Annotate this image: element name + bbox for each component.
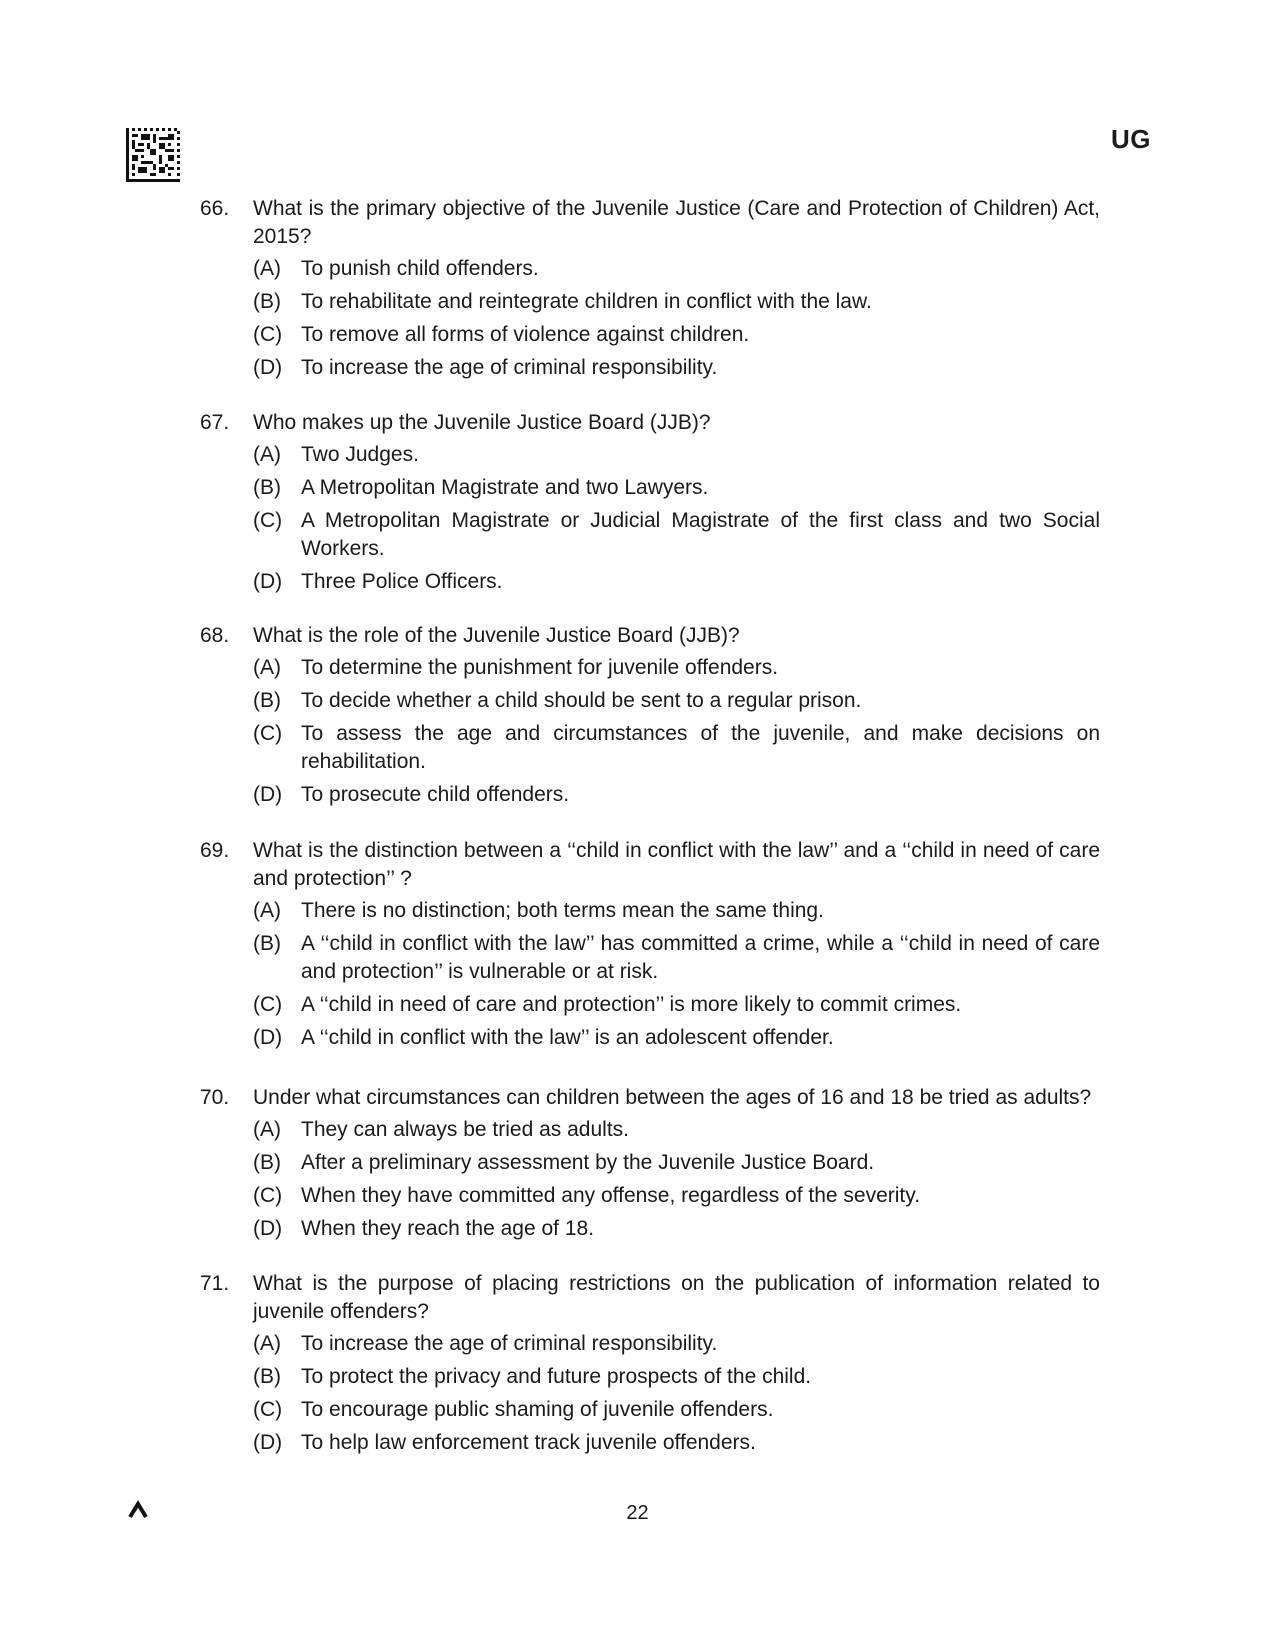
option-label: (C) [253, 722, 283, 745]
option-label: (C) [253, 1398, 283, 1421]
option-text: Two Judges. [301, 443, 419, 466]
option-label: (A) [253, 443, 281, 466]
option-label: (A) [253, 1118, 281, 1141]
question-text: What is the role of the Juvenile Justice Board (JJB)? [253, 624, 740, 647]
option-label: (B) [253, 1151, 281, 1174]
option-label: (B) [253, 1365, 281, 1388]
option-item [253, 568, 1100, 596]
option-item [253, 255, 1100, 283]
option-text: To increase the age of criminal responsibility. [301, 1332, 718, 1355]
option-text: When they have committed any offense, regardless of the severity. [301, 1184, 921, 1207]
option-item [253, 720, 1100, 776]
question-item [200, 195, 1100, 387]
option-text: Three Police Officers. [301, 570, 503, 593]
option-item [253, 1182, 1100, 1210]
option-text: To assess the age and circumstances of the juvenile, and make decisions on rehabilitation. [301, 722, 1100, 773]
option-item [253, 507, 1100, 563]
option-item [253, 991, 1100, 1019]
option-item [253, 1149, 1100, 1177]
option-item [253, 654, 1100, 682]
question-item [200, 1084, 1100, 1248]
option-label: (C) [253, 509, 283, 532]
option-text: To determine the punishment for juvenile offenders. [301, 656, 779, 679]
option-text: A ‘‘child in conflict with the law’’ is an adolescent offender. [301, 1026, 834, 1049]
option-text: After a preliminary assessment by the Juvenile Justice Board. [301, 1151, 875, 1174]
option-text: They can always be tried as adults. [301, 1118, 630, 1141]
option-text: A ‘‘child in need of care and protection’’ is more likely to commit crimes. [301, 993, 962, 1016]
question-item [200, 622, 1100, 814]
option-label: (D) [253, 356, 283, 379]
question-item [200, 1270, 1100, 1462]
option-label: (D) [253, 570, 283, 593]
option-text: To increase the age of criminal responsibility. [301, 356, 718, 379]
option-label: (C) [253, 993, 283, 1016]
option-text: To punish child offenders. [301, 257, 539, 280]
option-item [253, 1396, 1100, 1424]
option-text: To remove all forms of violence against children. [301, 323, 750, 346]
option-item [253, 687, 1100, 715]
option-label: (C) [253, 1184, 283, 1207]
option-label: (A) [253, 656, 281, 679]
question-number: 70. [200, 1086, 230, 1109]
option-text: To protect the privacy and future prospects of the child. [301, 1365, 812, 1388]
page-number: 22 [626, 1502, 649, 1524]
option-item [253, 1330, 1100, 1358]
option-text: There is no distinction; both terms mean the same thing. [301, 899, 824, 922]
option-item [253, 474, 1100, 502]
option-text: To rehabilitate and reintegrate children in conflict with the law. [301, 290, 872, 313]
option-text: To prosecute child offenders. [301, 783, 570, 806]
option-item [253, 781, 1100, 809]
option-label: (C) [253, 323, 283, 346]
option-text: A ‘‘child in conflict with the law’’ has committed a crime, while a ‘‘child in need of care and protection’’ is vulnerable or at risk. [301, 932, 1100, 983]
barcode-image [126, 128, 180, 182]
question-text: Under what circumstances can children between the ages of 16 and 18 be tried as adults? [253, 1086, 1092, 1109]
option-text: When they reach the age of 18. [301, 1217, 595, 1240]
paper-code: UG [1111, 124, 1151, 154]
option-text: A Metropolitan Magistrate and two Lawyers. [301, 476, 709, 499]
option-item [253, 354, 1100, 382]
question-text: What is the purpose of placing restrictions on the publication of information related to juvenile offenders? [253, 1272, 1100, 1323]
question-list [200, 195, 1100, 1462]
option-item [253, 897, 1100, 925]
option-label: (D) [253, 1431, 283, 1454]
question-item [200, 409, 1100, 601]
option-label: (B) [253, 290, 281, 313]
question-number: 66. [200, 197, 230, 220]
option-label: (B) [253, 476, 281, 499]
question-item [200, 837, 1100, 1057]
option-item [253, 1215, 1100, 1243]
question-number: 68. [200, 624, 230, 647]
question-text: What is the distinction between a ‘‘child in conflict with the law’’ and a ‘‘child in need of care and protection’’ ? [253, 839, 1100, 890]
option-item [253, 1363, 1100, 1391]
question-number: 71. [200, 1272, 230, 1295]
option-label: (B) [253, 689, 281, 712]
option-item [253, 930, 1100, 986]
option-label: (D) [253, 1217, 283, 1240]
option-item [253, 1116, 1100, 1144]
option-label: (A) [253, 1332, 281, 1355]
option-text: To encourage public shaming of juvenile offenders. [301, 1398, 774, 1421]
option-item [253, 441, 1100, 469]
option-label: (D) [253, 783, 283, 806]
option-text: To decide whether a child should be sent to a regular prison. [301, 689, 862, 712]
option-label: (D) [253, 1026, 283, 1049]
question-text: Who makes up the Juvenile Justice Board (JJB)? [253, 411, 711, 434]
option-item [253, 321, 1100, 349]
option-label: (B) [253, 932, 281, 955]
option-item [253, 288, 1100, 316]
question-text: What is the primary objective of the Juvenile Justice (Care and Protection of Children) Act, 2015? [253, 197, 1100, 248]
question-number: 69. [200, 839, 230, 862]
option-label: (A) [253, 257, 281, 280]
option-item [253, 1429, 1100, 1457]
option-label: (A) [253, 899, 281, 922]
option-item [253, 1024, 1100, 1052]
question-number: 67. [200, 411, 230, 434]
option-text: A Metropolitan Magistrate or Judicial Magistrate of the first class and two Social Workers. [301, 509, 1100, 560]
option-text: To help law enforcement track juvenile offenders. [301, 1431, 756, 1454]
